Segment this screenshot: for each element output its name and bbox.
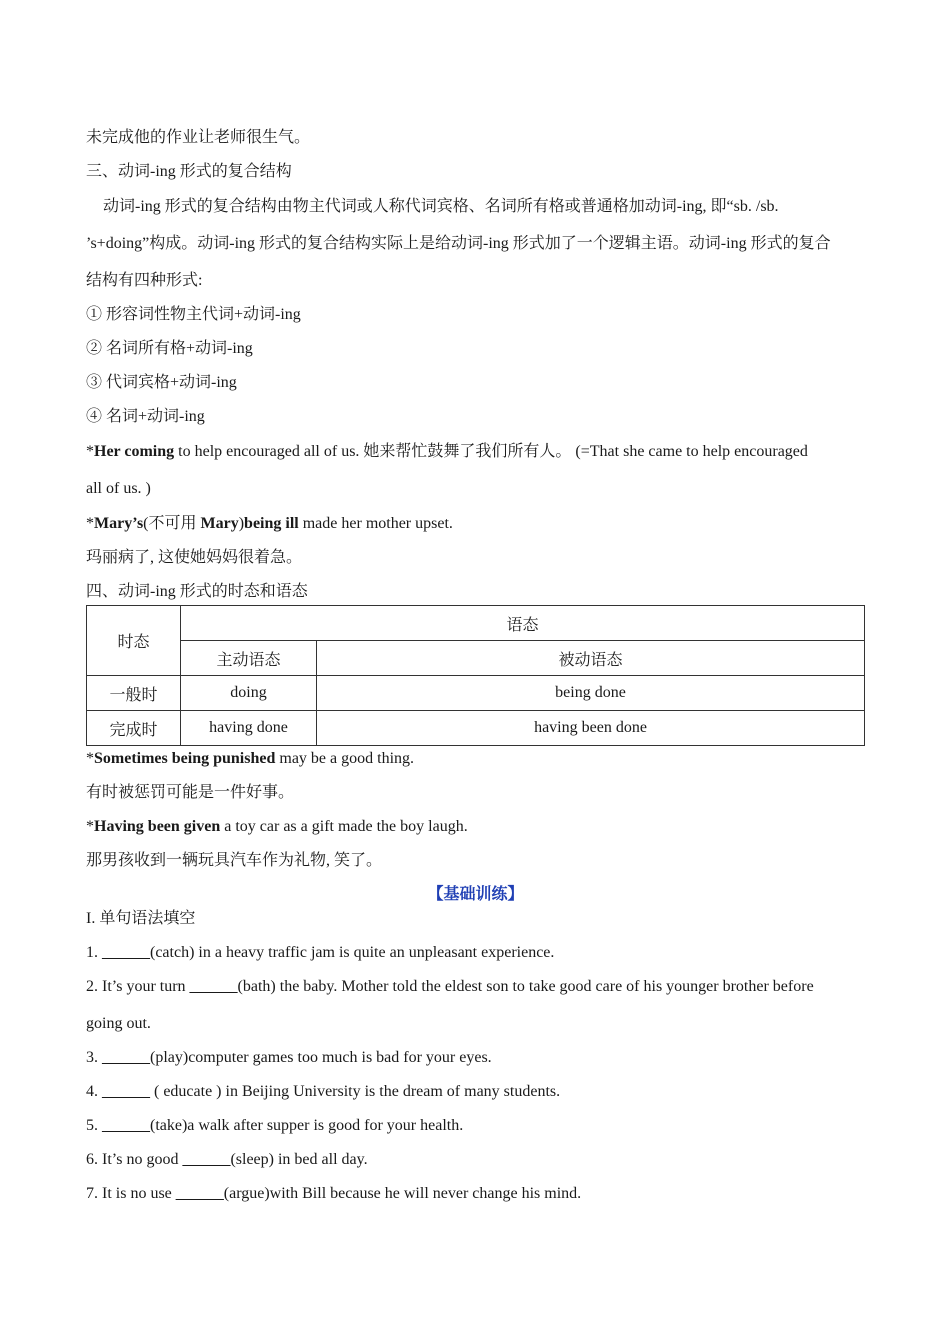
table-header-passive: 被动语态 [317,641,865,676]
exercise-text: (sleep) in bed all day. [230,1151,368,1168]
exercise-text: (play)computer games too much is bad for your eyes. [150,1049,492,1066]
exercise-item-6 [86,1150,865,1170]
section-4-title: 四、动词-ing 形式的时态和语态 [86,583,308,600]
exercise-item-7 [86,1184,865,1204]
example-sentence-2 [86,514,865,534]
exercise-text: (argue)with Bill because he will never change his mind. [223,1185,582,1202]
form-item-3: ③ 代词宾格+动词-ing [86,374,237,391]
example-note: (不可用 [143,515,201,532]
section-3-paragraph-line-3: 结构有四种形式: [86,272,203,289]
exercise-number: 7. It is no use [86,1185,176,1202]
table-cell-tense: 一般时 [87,676,181,711]
table-cell-active: doing [181,676,317,711]
form-item-4: ④ 名词+动词-ing [86,408,205,425]
exercise-item-2 [86,977,865,997]
table-cell-tense: 完成时 [87,711,181,746]
exercise-part-title: I. 单句语法填空 [86,910,196,927]
exercise-text: ( educate ) in Beijing University is the dream of many students. [150,1083,561,1100]
answer-blank[interactable]: ______ [175,1185,224,1202]
example-sentence-4 [86,817,865,837]
form-item-2: ② 名词所有格+动词-ing [86,340,253,357]
example-bold-phrase: Her coming [94,443,175,460]
table-cell-passive: being done [317,676,865,711]
table-cell-passive: having been done [317,711,865,746]
exercise-text: (take)a walk after supper is good for your health. [150,1117,464,1134]
answer-blank[interactable]: ______ [102,1117,150,1134]
answer-blank[interactable]: ______ [102,1083,150,1100]
tense-voice-table [86,605,865,746]
answer-blank[interactable]: ______ [102,1049,150,1066]
example-2-translation: 玛丽病了, 这使她妈妈很着急。 [86,549,303,566]
section-3-paragraph-line-2: ’s+doing”构成。动词-ing 形式的复合结构实际上是给动词-ing 形式加了一个逻辑主语。动词-ing 形式的复合 [86,235,831,252]
example-3-translation: 有时被惩罚可能是一件好事。 [86,784,295,801]
table-row [87,711,865,746]
example-bold-phrase: Mary’s [94,515,144,532]
exercise-number: 1. [86,944,102,961]
exercise-item-5 [86,1116,865,1136]
example-bold-phrase: being ill [244,515,299,532]
table-cell-active: having done [181,711,317,746]
example-sentence-1-continued: all of us. ) [86,480,151,497]
section-3-title: 三、动词-ing 形式的复合结构 [86,163,292,180]
example-marker: * [86,750,94,767]
example-note: ) [238,515,245,532]
example-sentence-3 [86,749,865,769]
exercise-number: 2. It’s your turn [86,978,190,995]
table-header-tense: 时态 [87,606,181,676]
exercise-number: 4. [86,1083,102,1100]
exercise-number: 3. [86,1049,102,1066]
exercise-text: (bath) the baby. Mother told the eldest son to take good care of his younger brother before [237,978,814,995]
example-marker: * [86,818,94,835]
exercise-number: 6. It’s no good [86,1151,183,1168]
example-marker: * [86,515,94,532]
exercise-item-4 [86,1082,865,1102]
example-bold-phrase: Having been given [94,818,221,835]
exercise-item-3 [86,1048,865,1068]
exercise-item-2-continued: going out. [86,1015,151,1032]
exercise-number: 5. [86,1117,102,1134]
table-header-voice: 语态 [181,606,865,641]
example-marker: * [86,443,94,460]
answer-blank[interactable]: ______ [182,1151,231,1168]
example-rest: to help encouraged all of us. 她来帮忙鼓舞了我们所有人。 (=That she came to help encouraged [174,443,808,460]
form-item-1: ① 形容词性物主代词+动词-ing [86,306,301,323]
answer-blank[interactable]: ______ [189,978,238,995]
example-rest: a toy car as a gift made the boy laugh. [220,818,468,835]
table-header-active: 主动语态 [181,641,317,676]
example-sentence-1 [86,442,865,462]
example-bold-phrase: Mary [200,515,239,532]
intro-line: 未完成他的作业让老师很生气。 [86,129,311,146]
answer-blank[interactable]: ______ [102,944,150,961]
example-bold-phrase: Sometimes being punished [94,750,276,767]
table-row [87,676,865,711]
training-heading: 【基础训练】 [427,886,524,903]
example-rest: made her mother upset. [298,515,453,532]
section-3-paragraph-line-1: 动词-ing 形式的复合结构由物主代词或人称代词宾格、名词所有格或普通格加动词-ing, 即“sb. /sb. [103,198,779,215]
example-rest: may be a good thing. [275,750,415,767]
exercise-item-1 [86,943,865,963]
example-4-translation: 那男孩收到一辆玩具汽车作为礼物, 笑了。 [86,852,383,869]
exercise-text: (catch) in a heavy traffic jam is quite an unpleasant experience. [150,944,555,961]
document-page [86,122,865,1204]
